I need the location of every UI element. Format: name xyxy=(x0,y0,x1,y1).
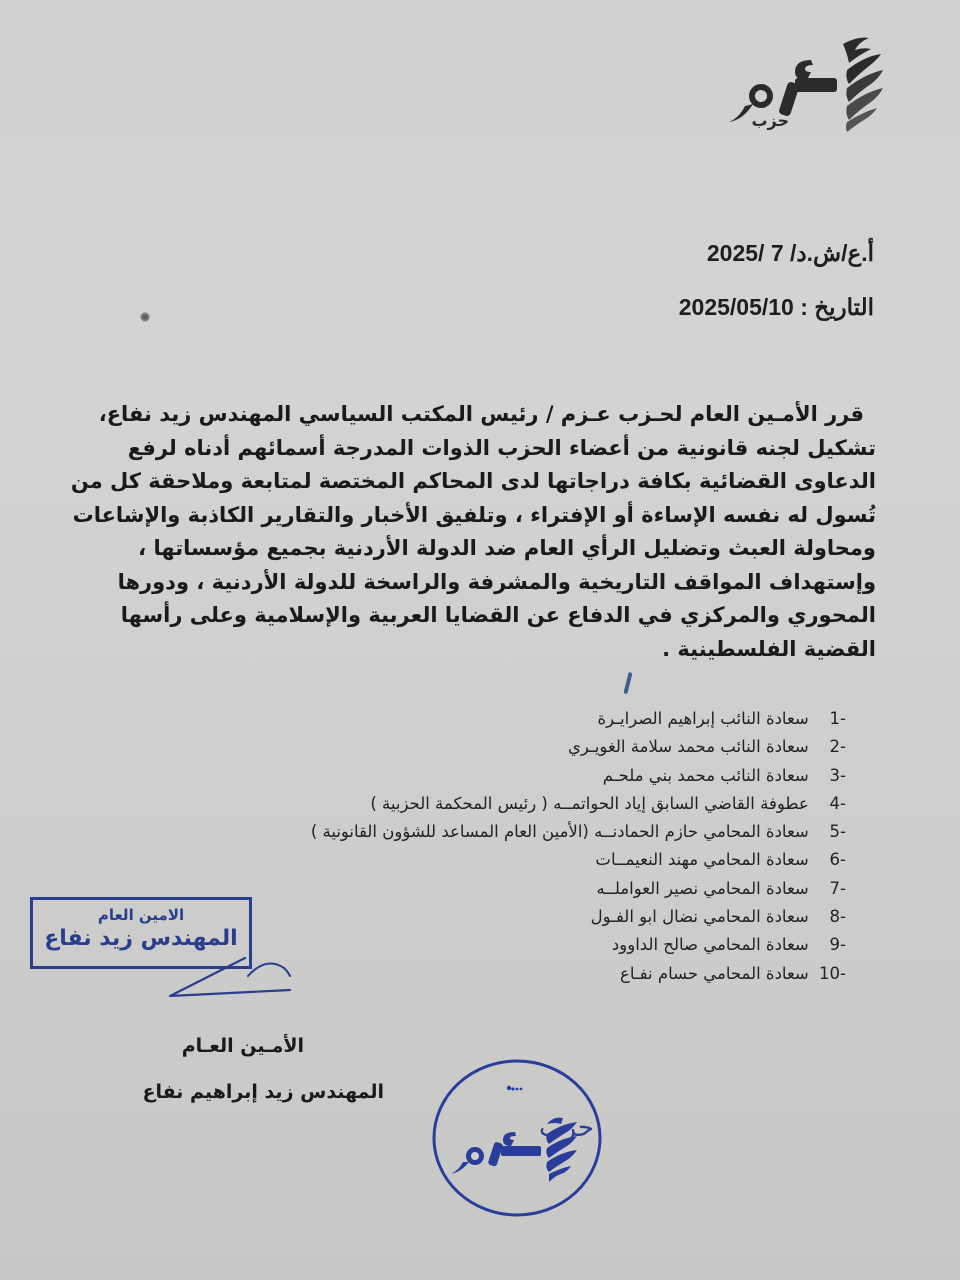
paragraph-line: المحوري والمركزي في الدفاع عن القضايا العربية والإسلامية وعلى رأسها xyxy=(120,603,876,627)
item-number: -10 xyxy=(819,963,846,983)
stamp-name: المهندس زيد نفاع xyxy=(44,926,238,951)
item-number: -9 xyxy=(829,935,846,955)
svg-text:حزب: حزب xyxy=(751,111,789,130)
list-item xyxy=(206,705,846,733)
signatory-name: المهندس زيد إبراهيم نفاع xyxy=(142,1081,384,1103)
item-number: -6 xyxy=(829,850,846,870)
reference-number: أ.ع/ش.د/ 7 /2025 xyxy=(706,240,874,266)
document-date: التاريخ : 2025/05/10 xyxy=(678,294,874,320)
signatory-title: الأمـين العـام xyxy=(181,1035,304,1057)
paragraph-line: قرر الأمـين العام لحـزب عـزم / رئيس المكتب السياسي المهندس زيد نفاع، xyxy=(98,402,864,426)
paragraph-line: وإستهداف المواقف التاريخية والمشرفة والراسخة للدولة الأردنية ، ودورها xyxy=(117,569,876,594)
list-item xyxy=(206,733,846,761)
member-name: سعادة المحامي نصير العواملــه xyxy=(596,878,809,898)
member-name: عطوفة القاضي السابق إياد الحواتمــه ( رئيس المحكمة الحزبية ) xyxy=(370,793,809,813)
member-name: سعادة المحامي نضال ابو الفـول xyxy=(590,907,809,927)
member-name: سعادة المحامي صالح الداوود xyxy=(611,935,809,955)
member-name: سعادة النائب محمد بني ملحـم xyxy=(602,765,809,785)
signature-block xyxy=(143,1034,385,1104)
list-item xyxy=(206,931,846,959)
paragraph-line: القضية الفلسطينية . xyxy=(662,636,876,661)
list-item xyxy=(206,875,846,903)
item-number: -1 xyxy=(829,709,846,728)
decision-paragraph xyxy=(70,398,876,666)
member-name: سعادة المحامي مهند النعيمــات xyxy=(595,850,809,870)
member-name: سعادة النائب محمد سلامة الغويـري xyxy=(567,737,809,757)
list-item xyxy=(206,960,846,988)
member-name: سعادة المحامي حازم الحمادنــه (الأمين العام المساعد للشؤون القانونية ) xyxy=(310,822,809,842)
list-item xyxy=(206,818,846,846)
item-number: -2 xyxy=(829,737,846,757)
member-name: سعادة النائب إبراهيم الصرايـرة xyxy=(597,709,809,728)
list-item xyxy=(206,846,846,874)
item-number: -8 xyxy=(829,907,846,927)
item-number: -3 xyxy=(829,765,846,785)
pen-mark xyxy=(623,672,632,694)
committee-members-list xyxy=(206,705,846,988)
paragraph-line: تشكيل لجنه قانونية من أعضاء الحزب الذوات المدرجة أسمائهم أدناه لرفع xyxy=(127,435,876,460)
list-item xyxy=(206,903,846,931)
paragraph-line: الدعاوى القضائية بكافة دراجاتها لدى المحاكم المختصة لمتابعة وملاحقة كل من xyxy=(70,469,876,493)
member-name: سعادة المحامي حسام نفـاع xyxy=(619,963,809,983)
party-seal-icon xyxy=(431,1058,603,1218)
stamp-title: الامين العام xyxy=(97,906,185,924)
item-number: -7 xyxy=(829,878,846,898)
list-item xyxy=(206,762,846,790)
paragraph-line: تُسول له نفسه الإساءة أو الإفتراء ، وتلفيق الأخبار والتقارير الكاذبة والإشاعات xyxy=(72,502,876,527)
item-number: -5 xyxy=(829,822,846,842)
list-item xyxy=(206,790,846,818)
item-number: -4 xyxy=(829,793,846,813)
paragraph-line: ومحاولة العبث وتضليل الرأي العام ضد الدولة الأردنية بجميع مؤسساتها ، xyxy=(138,536,876,560)
svg-text:حزب: حزب xyxy=(539,1113,594,1143)
paper-speck xyxy=(140,312,150,322)
hizb-azm-logo-icon xyxy=(725,30,895,140)
signature-icon xyxy=(150,950,300,1010)
